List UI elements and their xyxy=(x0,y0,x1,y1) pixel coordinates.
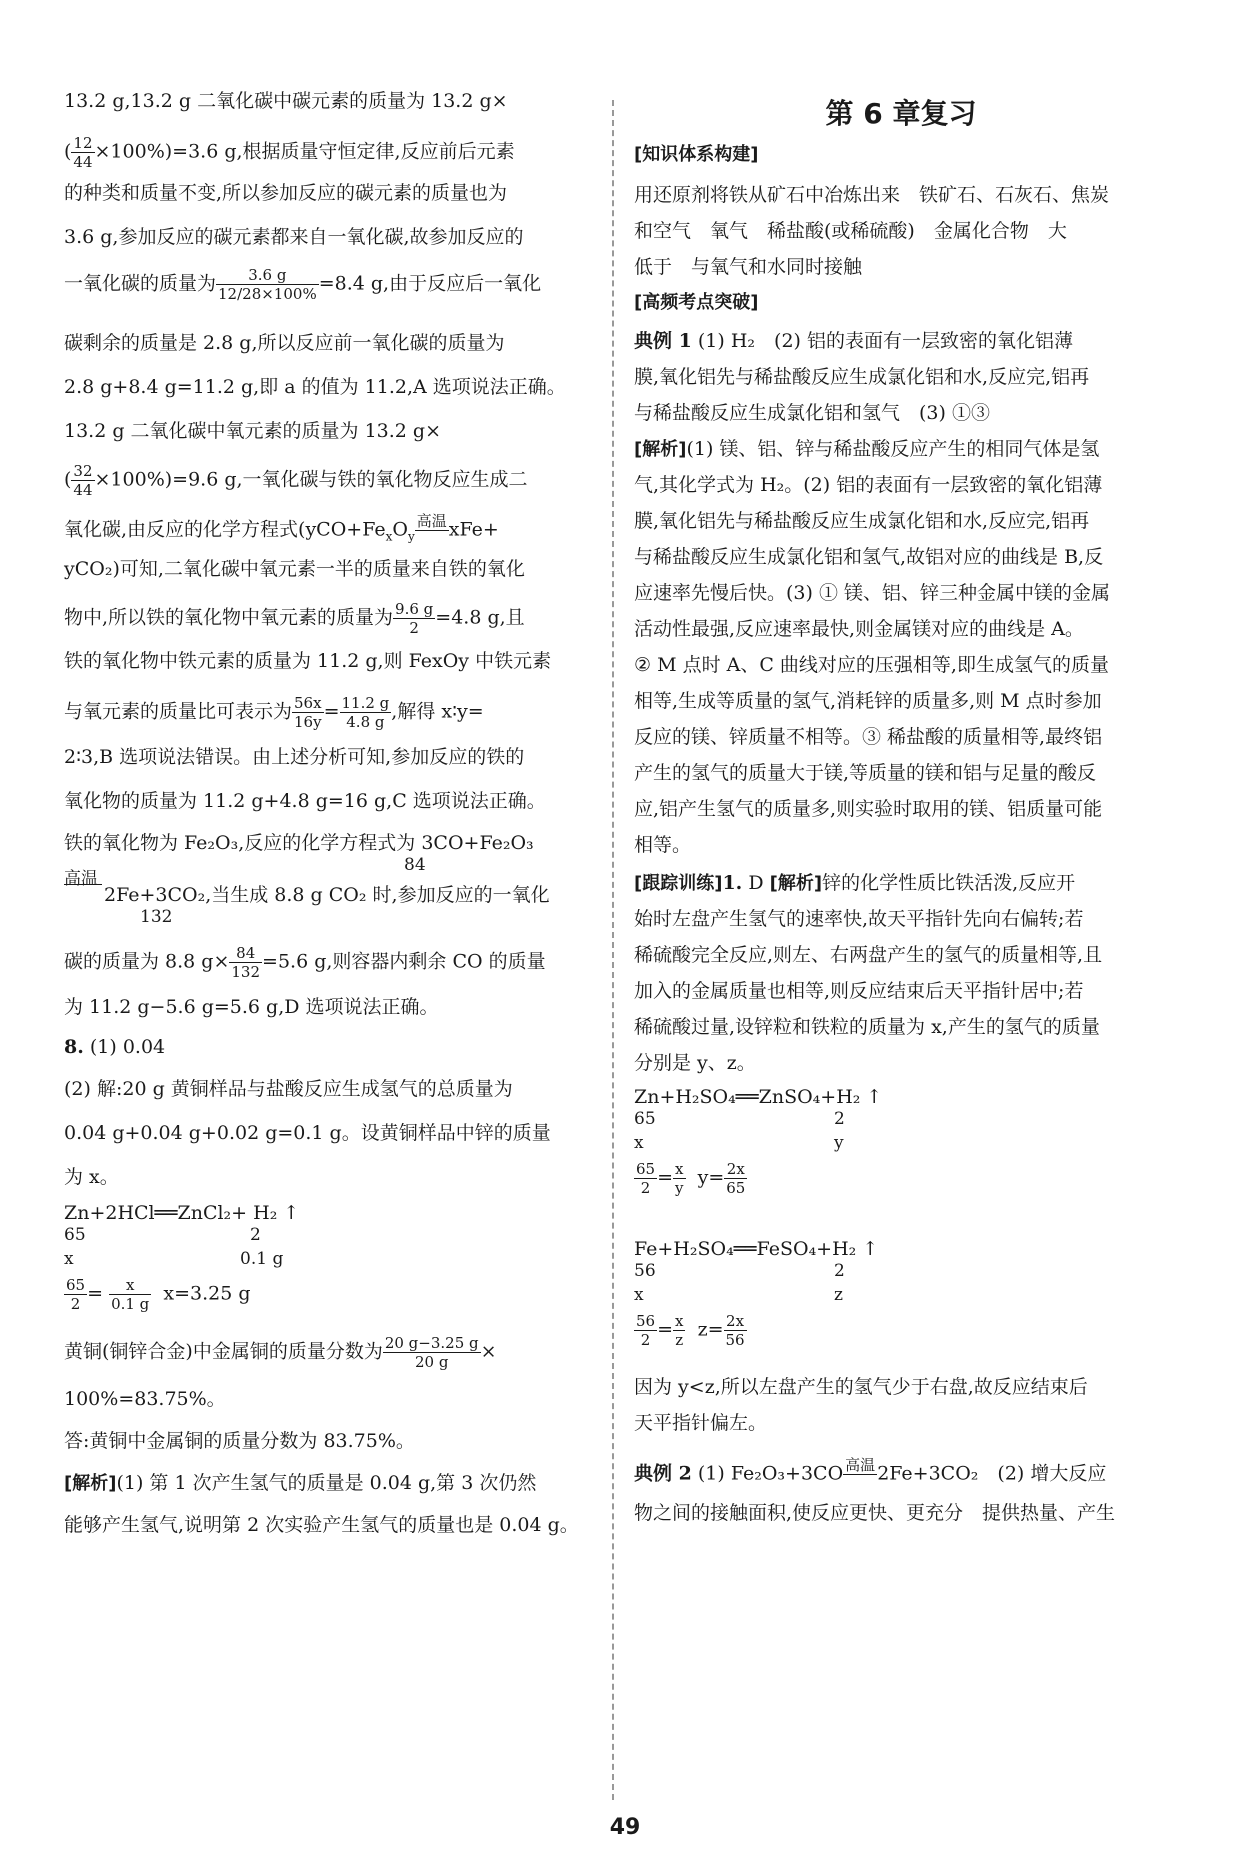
fraction: $\frac{12}{44}$ xyxy=(73,134,93,171)
equation-value: 65 xyxy=(634,1109,656,1129)
fraction: $\frac{32}{44}$ xyxy=(73,462,93,499)
text-line: 天平指针偏左。 xyxy=(634,1412,768,1434)
equation-value: x xyxy=(634,1285,644,1305)
equation-value: 2 xyxy=(250,1225,261,1245)
text-line: 反应的镁、锌质量不相等。③ 稀盐酸的质量相等,最终铝 xyxy=(634,726,1103,748)
text-line: 3.6 g,参加反应的碳元素都来自一氧化碳,故参加反应的 xyxy=(64,226,524,248)
text-line: 应,铝产生氢气的质量多,则实验时取用的镁、铝质量可能 xyxy=(634,798,1103,820)
text-line: [跟踪训练]1. D [解析]锌的化学性质比铁活泼,反应开 xyxy=(634,872,1076,894)
text-line: 黄铜(铜锌合金)中金属铜的质量分数为 $\frac{20 g-3.25 g}{20 g}$ × xyxy=(64,1334,497,1371)
text-line: 0.04 g+0.04 g+0.02 g=0.1 g。设黄铜样品中锌的质量 xyxy=(64,1122,551,1144)
text-line: 相等,生成等质量的氢气,消耗锌的质量多,则 M 点时参加 xyxy=(634,690,1102,712)
text-line: ② M 点时 A、C 曲线对应的压强相等,即生成氢气的质量 xyxy=(634,654,1109,676)
section-heading: [高频考点突破] xyxy=(634,292,759,313)
text-line: 为 x。 xyxy=(64,1166,119,1188)
text-line: [解析](1) 第 1 次产生氢气的质量是 0.04 g,第 3 次仍然 xyxy=(64,1472,537,1494)
text-line: 始时左盘产生氢气的速率快,故天平指针先向右偏转;若 xyxy=(634,908,1084,930)
text-line: 稀硫酸过量,设锌粒和铁粒的质量为 x,产生的氢气的质量 xyxy=(634,1016,1100,1038)
column-divider xyxy=(612,100,614,1800)
fraction: $\frac{56x}{16y}$ xyxy=(294,694,322,731)
reaction-condition: 高温 xyxy=(416,512,447,530)
text-line: 为 11.2 g−5.6 g=5.6 g,D 选项说法正确。 xyxy=(64,996,439,1018)
text-line: 铁的氧化物中铁元素的质量为 11.2 g,则 FexOy 中铁元素 xyxy=(64,650,552,672)
fraction: $\frac{84}{132}$ xyxy=(231,944,261,981)
chemical-equation: Fe+H₂SO₄══FeSO₄+H₂ ↑ xyxy=(634,1238,879,1260)
equation-value: 56 xyxy=(634,1261,656,1281)
fraction: $\frac{3.6 g}{12/28\times 100\%}$ xyxy=(218,266,317,303)
text-line: 2.8 g+8.4 g=11.2 g,即 a 的值为 11.2,A 选项说法正确。 xyxy=(64,376,566,398)
text-line: 低于 与氧气和水同时接触 xyxy=(634,256,863,278)
text-line: 与稀盐酸反应生成氯化铝和氢气,故铝对应的曲线是 B,反 xyxy=(634,546,1104,568)
chapter-title: 第 6 章复习 xyxy=(825,97,977,130)
text-line: 产生的氢气的质量大于镁,等质量的镁和铝与足量的酸反 xyxy=(634,762,1097,784)
equation-value: 2 xyxy=(834,1109,845,1129)
text-line: 物中,所以铁的氧化物中氧元素的质量为 $\frac{9.6 g}{2}$ =4.8 g,且 xyxy=(64,600,525,637)
equation-value: z xyxy=(834,1285,843,1305)
equation-value: 0.1 g xyxy=(240,1249,284,1269)
molar-mass-label: 132 xyxy=(140,907,173,927)
text-line: 一氧化碳的质量为 $\frac{3.6 g}{12/28\times 100\%}$ =8.4 g,由于反应后一氧化 xyxy=(64,266,542,303)
equation-value: x xyxy=(634,1133,644,1153)
text-line: 答:黄铜中金属铜的质量分数为 83.75%。 xyxy=(64,1430,415,1452)
text-line: 活动性最强,反应速率最快,则金属镁对应的曲线是 A。 xyxy=(634,618,1084,640)
text-line: 2∶3,B 选项说法错误。由上述分析可知,参加反应的铁的 xyxy=(64,746,525,768)
text-line: 因为 y<z,所以左盘产生的氢气少于右盘,故反应结束后 xyxy=(634,1376,1088,1398)
text-line: 碳剩余的质量是 2.8 g,所以反应前一氧化碳的质量为 xyxy=(64,332,505,354)
text-line: 碳的质量为 8.8 g× $\frac{84}{132}$ =5.6 g,则容器内剩余 CO 的质量 xyxy=(64,944,546,981)
proportion-equation: $\frac{65}{2}$ = $\frac{x}{0.1 g}$ x=3.25 g xyxy=(66,1276,251,1313)
text-line: 物之间的接触面积,使反应更快、更充分 提供热量、产生 xyxy=(634,1502,1116,1524)
proportion-equation: $\frac{65}{2}$ = $\frac{x}{y}$ y= $\frac{2x}{65}$ xyxy=(636,1160,746,1197)
text-line: 典例 1 (1) H₂ (2) 铝的表面有一层致密的氧化铝薄 xyxy=(634,330,1073,352)
text-line: 和空气 氧气 稀盐酸(或稀硫酸) 金属化合物 大 xyxy=(634,220,1067,242)
text-line: 100%=83.75%。 xyxy=(64,1388,226,1410)
text-line: 应速率先慢后快。(3) ① 镁、铝、锌三种金属中镁的金属 xyxy=(634,582,1110,604)
reaction-condition: 高温 xyxy=(845,1456,876,1474)
text-line: 与氧元素的质量比可表示为 $\frac{56x}{16y}$ = $\frac{11.2 g}{4.8 g}$ ,解得 x∶y= xyxy=(64,694,484,731)
text-line: 13.2 g 二氧化碳中氧元素的质量为 13.2 g× xyxy=(64,420,442,442)
chemical-equation: Zn+2HCl══ZnCl₂+ H₂ ↑ xyxy=(64,1202,300,1224)
text-line: 气,其化学式为 H₂。(2) 铝的表面有一层致密的氧化铝薄 xyxy=(634,474,1103,496)
text-line: 典例 2 (1) Fe₂O₃+3CO 高温 2Fe+3CO₂ (2) 增大反应 xyxy=(634,1456,1106,1493)
text-line: 膜,氧化铝先与稀盐酸反应生成氯化铝和水,反应完,铝再 xyxy=(634,510,1090,532)
chemical-equation: Zn+H₂SO₄══ZnSO₄+H₂ ↑ xyxy=(634,1086,883,1108)
equation-value: y xyxy=(834,1133,844,1153)
proportion-equation: $\frac{56}{2}$ = $\frac{x}{z}$ z= $\frac{2x}{56}$ xyxy=(636,1312,745,1349)
question-8: 8. (1) 0.04 xyxy=(64,1036,166,1058)
equation-value: 65 xyxy=(64,1225,86,1245)
text-line: [解析](1) 镁、铝、锌与稀盐酸反应产生的相同气体是氢 xyxy=(634,438,1100,460)
equation-value: x xyxy=(64,1249,74,1269)
text-line: 氧化物的质量为 11.2 g+4.8 g=16 g,C 选项说法正确。 xyxy=(64,790,546,812)
text-line: ( $\frac{12}{44}$ ×100%)=3.6 g,根据质量守恒定律,反应前后元素 xyxy=(64,134,515,171)
text-line: yCO₂)可知,二氧化碳中氧元素一半的质量来自铁的氧化 xyxy=(64,558,525,580)
text-line: 氧化碳,由反应的化学方程式($yCO+Fe_xO_y$ 高温 xFe+ xyxy=(64,512,499,549)
fraction: $\frac{11.2 g}{4.8 g}$ xyxy=(341,694,390,731)
text-line: 与稀盐酸反应生成氯化铝和氢气 (3) ①③ xyxy=(634,402,990,424)
section-heading: [知识体系构建] xyxy=(634,144,759,165)
text-line: 稀硫酸完全反应,则左、右两盘产生的氢气的质量相等,且 xyxy=(634,944,1103,966)
molar-mass-label: 84 xyxy=(404,855,426,875)
text-line: 相等。 xyxy=(634,834,692,856)
text-line: 的种类和质量不变,所以参加反应的碳元素的质量也为 xyxy=(64,182,508,204)
text-line: (2) 解:20 g 黄铜样品与盐酸反应生成氢气的总质量为 xyxy=(64,1078,513,1100)
text-line: 能够产生氢气,说明第 2 次实验产生氢气的质量也是 0.04 g。 xyxy=(64,1514,579,1536)
text-line: 2Fe+3CO₂,当生成 8.8 g CO₂ 时,参加反应的一氧化 xyxy=(104,884,550,906)
text-line: 用还原剂将铁从矿石中冶炼出来 铁矿石、石灰石、焦炭 xyxy=(634,184,1110,206)
text-line: 加入的金属质量也相等,则反应结束后天平指针居中;若 xyxy=(634,980,1084,1002)
reaction-condition: 高温 xyxy=(64,869,98,889)
text-line: 13.2 g,13.2 g 二氧化碳中碳元素的质量为 13.2 g× xyxy=(64,90,508,112)
fraction: $\frac{9.6 g}{2}$ xyxy=(395,600,434,637)
text-line: 铁的氧化物为 Fe₂O₃,反应的化学方程式为 3CO+Fe₂O₃ xyxy=(64,832,534,854)
fraction: $\frac{20 g-3.25 g}{20 g}$ xyxy=(384,1334,479,1371)
equation-value: 2 xyxy=(834,1261,845,1281)
text-line: 分别是 y、z。 xyxy=(634,1052,756,1074)
text-line: 膜,氧化铝先与稀盐酸反应生成氯化铝和水,反应完,铝再 xyxy=(634,366,1090,388)
text-line: ( $\frac{32}{44}$ ×100%)=9.6 g,一氧化碳与铁的氧化物反应生成二 xyxy=(64,462,528,499)
page-number: 49 xyxy=(609,1815,641,1840)
